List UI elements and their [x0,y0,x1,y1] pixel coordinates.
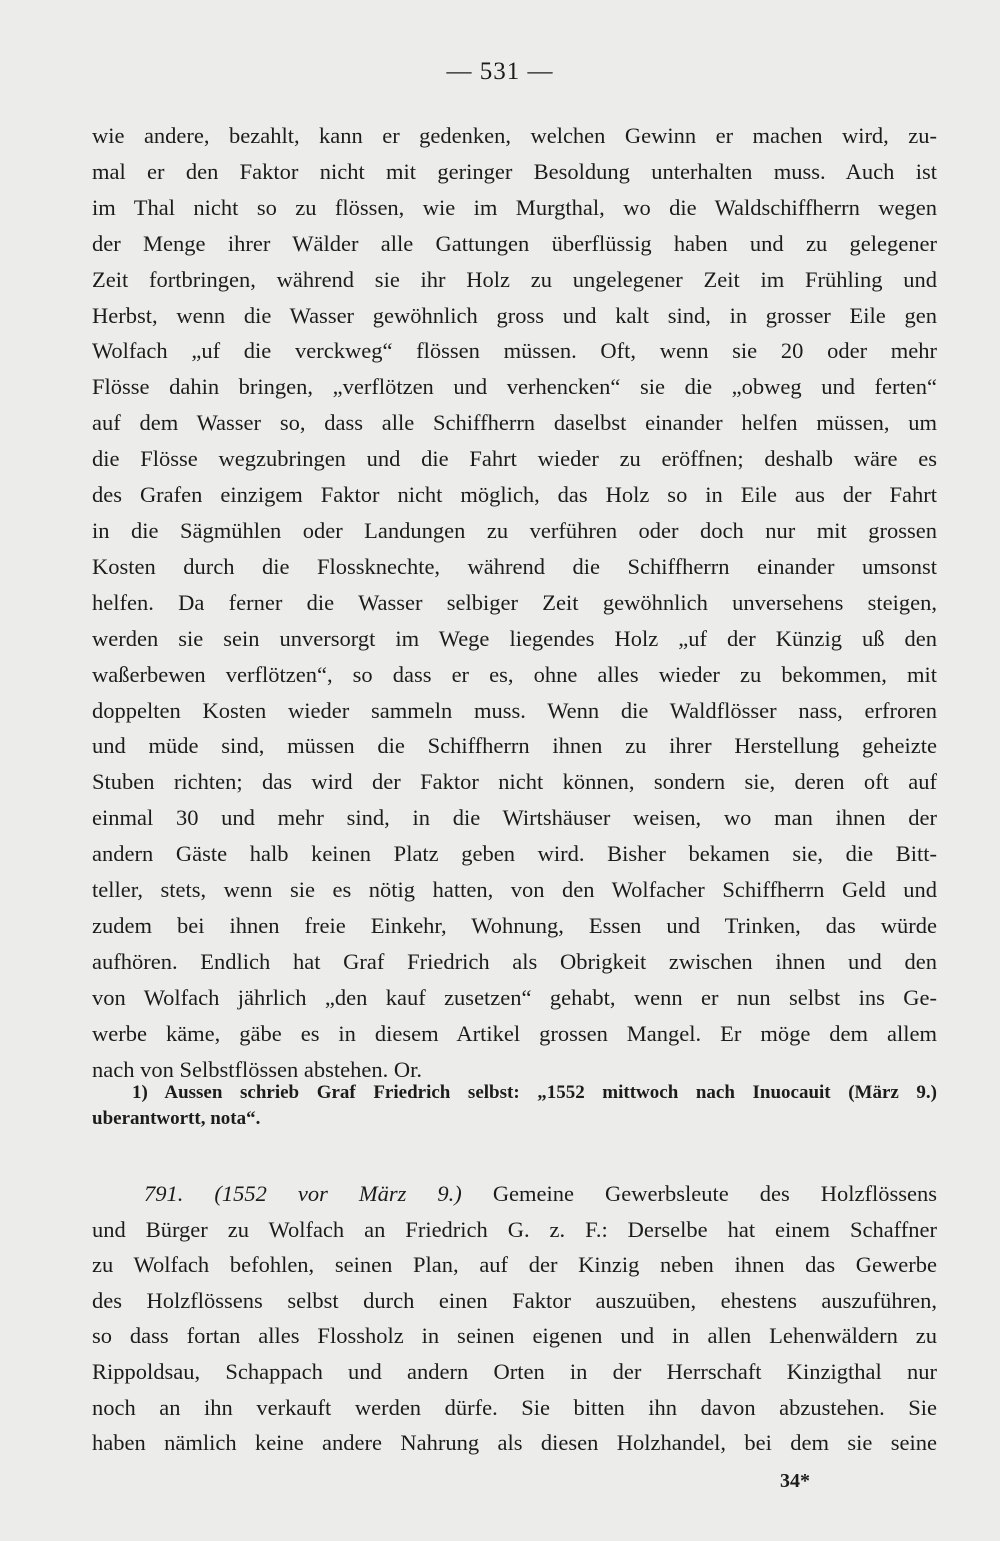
text-line: so dass fortan alles Flossholz in seinen eigenen und in allen Lehenwäldern zu [92,1323,937,1349]
text-line: Herbst, wenn die Wasser gewöhnlich gross und kalt sind, in grosser Eile gen [92,302,937,328]
text-line: waßerbewen verflötzen“, so dass er es, ohne alles wieder zu bekommen, mit [92,661,937,687]
entry-first-line [92,1176,937,1212]
text-line: und Bürger zu Wolfach an Friedrich G. z. F.: Derselbe hat einem Schaffner [92,1216,937,1242]
text-line: des Holzflössens selbst durch einen Faktor auszuüben, ehestens auszuführen, [92,1287,937,1313]
text-line: werden sie sein unversorgt im Wege liegendes Holz „uf der Künzig uß den [92,625,937,651]
text-line: helfen. Da ferner die Wasser selbiger Zeit gewöhnlich unversehens steigen, [92,589,937,615]
footnote-line: uberantwortt, nota“. [92,1108,261,1129]
text-line: einmal 30 und mehr sind, in die Wirtshäuser weisen, wo man ihnen der [92,805,937,831]
text-line: wie andere, bezahlt, kann er gedenken, welchen Gewinn er machen wird, zu- [92,123,937,148]
text-line: werbe käme, gäbe es in diesem Artikel grossen Mangel. Er möge dem allem [92,1020,937,1046]
page-number: — 531 — [446,58,554,85]
text-line: Flösse dahin bringen, „verflötzen und verhencken“ sie die „obweg und ferten“ [92,374,937,400]
text-line: Wolfach „uf die verckweg“ flössen müssen. Oft, wenn sie 20 oder mehr [92,338,937,364]
text-line: haben nämlich keine andere Nahrung als diesen Holzhandel, bei dem sie seine [92,1430,937,1456]
entry-791 [92,1176,937,1461]
footnote-line: 1) Aussen schrieb Graf Friedrich selbst: „1552 mittwoch nach Inuocauit (März 9.) [132,1082,937,1103]
text-line: und müde sind, müssen die Schiffherrn ihnen zu ihrer Herstellung geheizte [92,733,937,759]
text-line: in die Sägmühlen oder Landungen zu verführen oder doch nur mit grossen [92,517,937,543]
text-line: doppelten Kosten wieder sammeln muss. Wenn die Waldflösser nass, erfroren [92,697,937,723]
entry-heading-text: Gemeine Gewerbsleute des Holzflössens [492,1181,937,1206]
text-line: Zeit fortbringen, während sie ihr Holz zu ungelegener Zeit im Frühling und [92,266,937,292]
text-line: andern Gäste halb keinen Platz geben wird. Bisher bekamen sie, die Bitt- [92,841,937,867]
text-line: Kosten durch die Flossknechte, während die Schiffherrn einander umsonst [92,553,937,579]
text-line: auf dem Wasser so, dass alle Schiffherrn daselbst einander helfen müssen, um [92,410,937,436]
footnote [92,1080,937,1132]
text-line: von Wolfach jährlich „den kauf zusetzen“ gehabt, wenn er nun selbst ins Ge- [92,984,937,1010]
text-line: im Thal nicht so zu flössen, wie im Murgthal, wo die Waldschiffherrn wegen [92,194,937,220]
text-line: teller, stets, wenn sie es nötig hatten, von den Wolfacher Schiffherrn Geld und [92,877,937,903]
main-text [92,118,937,1087]
text-line: Stuben richten; das wird der Faktor nicht können, sondern sie, deren oft auf [92,769,937,795]
text-line: der Menge ihrer Wälder alle Gattungen überflüssig haben und zu gelegener [92,230,937,256]
entry-number: 791. [144,1181,184,1206]
entry-date: (1552 vor März 9.) [214,1181,462,1206]
text-line: noch an ihn verkauft werden dürfe. Sie bitten ihn davon abzustehen. Sie [92,1394,937,1420]
text-line: zudem bei ihnen freie Einkehr, Wohnung, Essen und Trinken, das würde [92,912,937,938]
text-line: Rippoldsau, Schappach und andern Orten in der Herrschaft Kinzigthal nur [92,1358,937,1384]
text-line: die Flösse wegzubringen und die Fahrt wieder zu eröffnen; deshalb wäre es [92,446,937,472]
text-line: des Grafen einzigem Faktor nicht möglich, das Holz so in Eile aus der Fahrt [92,482,937,508]
sheet-signature: 34* [780,1470,810,1492]
text-line: aufhören. Endlich hat Graf Friedrich als Obrigkeit zwischen ihnen und den [92,948,937,974]
text-line: mal er den Faktor nicht mit geringer Besoldung unterhalten muss. Auch ist [92,158,937,184]
text-line: zu Wolfach befohlen, seinen Plan, auf der Kinzig neben ihnen das Gewerbe [92,1252,937,1278]
text-line: nach von Selbstflössen abstehen. Or. [92,1056,422,1082]
